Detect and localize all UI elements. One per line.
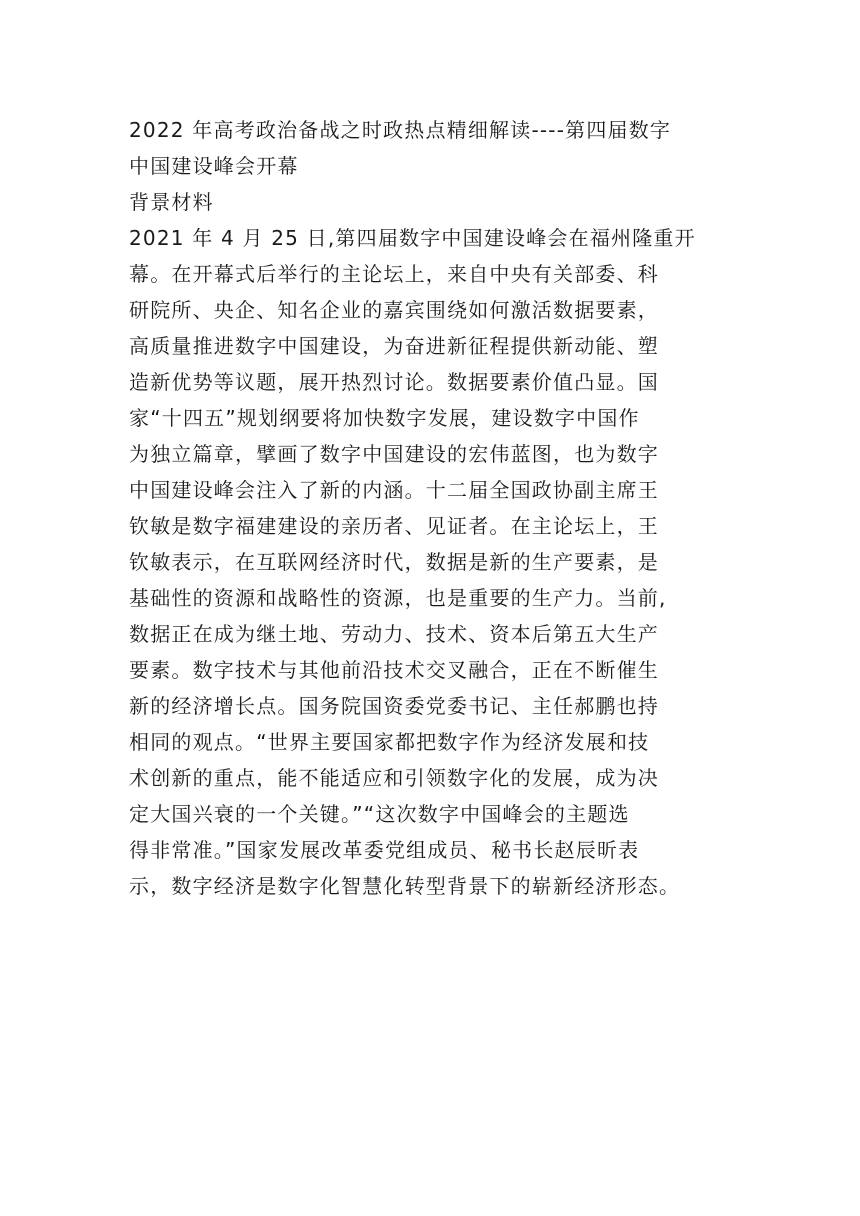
- body-line: 研院所、央企、知名企业的嘉宾围绕如何激活数据要素，: [129, 298, 659, 322]
- body-line: 高质量推进数字中国建设，为奋进新征程提供新动能、塑: [129, 334, 659, 358]
- body-line: 得非常准。”国家发展改革委党组成员、秘书长赵辰昕表: [129, 838, 640, 862]
- body-line: 钦敏表示，在互联网经济时代，数据是新的生产要素，是: [129, 550, 659, 574]
- body-line: 中国建设峰会注入了新的内涵。十二届全国政协副主席王: [129, 478, 659, 502]
- body-line: 钦敏是数字福建建设的亲历者、见证者。在主论坛上，王: [129, 514, 659, 538]
- body-line: 基础性的资源和战略性的资源，也是重要的生产力。当前,: [129, 586, 667, 610]
- body-line: 示，数字经济是数字化智慧化转型背景下的崭新经济形态。: [129, 874, 681, 898]
- document-content: [129, 112, 731, 904]
- body-line: 幕。在开幕式后举行的主论坛上，来自中央有关部委、科: [129, 262, 659, 286]
- body-line: 为独立篇章，擘画了数字中国建设的宏伟蓝图，也为数字: [129, 442, 659, 466]
- body-line: 术创新的重点，能不能适应和引领数字化的发展，成为决: [129, 766, 659, 790]
- body-line: 数据正在成为继土地、劳动力、技术、资本后第五大生产: [129, 622, 659, 646]
- body-line: 要素。数字技术与其他前沿技术交叉融合，正在不断催生: [129, 658, 659, 682]
- section-heading: 背景材料: [129, 190, 214, 214]
- body-line: 新的经济增长点。国务院国资委党委书记、主任郝鹏也持: [129, 694, 659, 718]
- body-line: 家“十四五”规划纲要将加快数字发展，建设数字中国作: [129, 406, 640, 430]
- title-line: 中国建设峰会开幕: [129, 154, 299, 178]
- body-line: 2021 年 4 月 25 日,第四届数字中国建设峰会在福州隆重开: [129, 226, 696, 250]
- body-line: 相同的观点。“世界主要国家都把数字作为经济发展和技: [129, 730, 650, 754]
- body-line: 造新优势等议题，展开热烈讨论。数据要素价值凸显。国: [129, 370, 659, 394]
- body-line: 定大国兴衰的一个关键。”“这次数字中国峰会的主题选: [129, 802, 630, 826]
- title-line: 2022 年高考政治备战之时政热点精细解读----第四届数字: [129, 118, 672, 142]
